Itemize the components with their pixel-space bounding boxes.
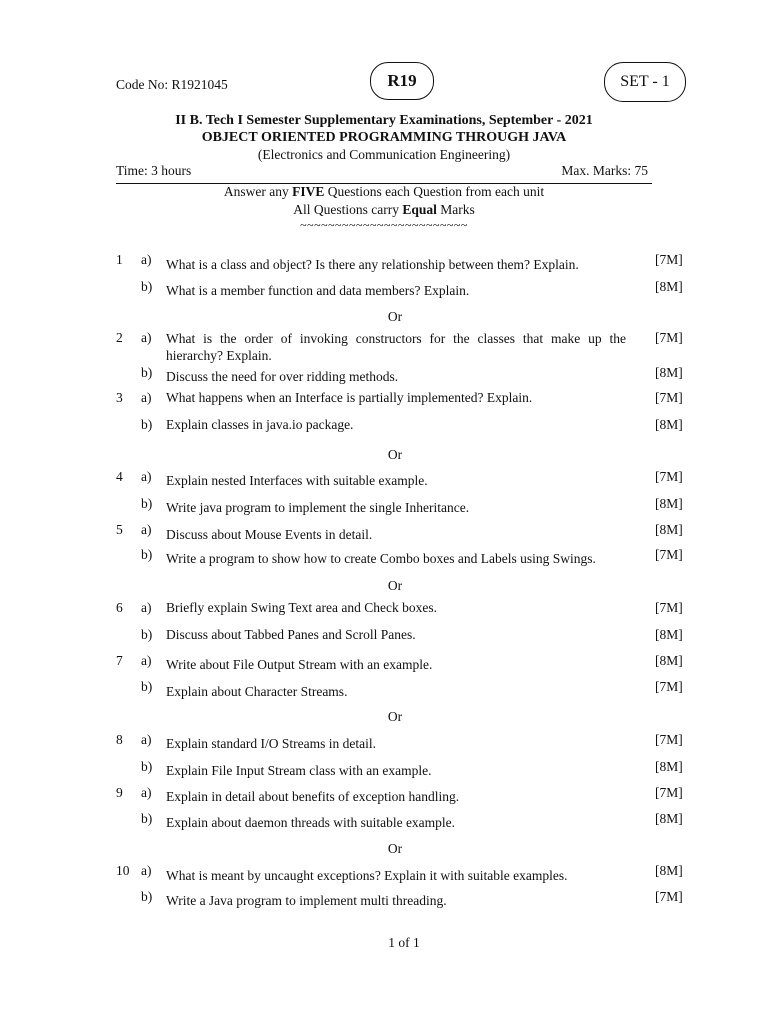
question-marks: [8M] xyxy=(655,653,683,668)
question-text: Explain File Input Stream class with an example. xyxy=(166,763,432,778)
part-label: b) xyxy=(141,627,153,642)
tilde-divider: ~~~~~~~~~~~~~~~~~~~~~~~~ xyxy=(300,218,468,232)
question-marks: [8M] xyxy=(655,496,683,511)
question-marks: [7M] xyxy=(655,390,683,405)
part-label: b) xyxy=(141,547,153,562)
or-separator: Or xyxy=(387,309,403,324)
question-text: Write a program to show how to create Combo boxes and Labels using Swings. xyxy=(166,551,596,566)
or-separator: Or xyxy=(387,841,403,856)
part-label: b) xyxy=(141,496,153,511)
part-label: a) xyxy=(141,732,152,747)
question-text: Explain about daemon threads with suitable example. xyxy=(166,815,456,830)
question-text: Discuss about Tabbed Panes and Scroll Panes. xyxy=(166,627,416,642)
part-label: a) xyxy=(141,785,152,800)
question-marks: [8M] xyxy=(655,365,683,380)
question-number: 7 xyxy=(116,653,123,668)
max-marks: Max. Marks: 75 xyxy=(561,163,648,178)
or-separator: Or xyxy=(387,709,403,724)
question-text: Briefly explain Swing Text area and Check boxes. xyxy=(166,600,437,615)
part-label: b) xyxy=(141,811,153,826)
question-text: Write a Java program to implement multi threading. xyxy=(166,893,447,908)
part-label: a) xyxy=(141,863,152,878)
question-text: Write about File Output Stream with an example. xyxy=(166,657,433,672)
part-label: b) xyxy=(141,279,153,294)
code-number: Code No: R1921045 xyxy=(116,77,228,92)
part-label: b) xyxy=(141,889,153,904)
question-text: What happens when an Interface is partially implemented? Explain. xyxy=(166,390,533,405)
question-marks: [8M] xyxy=(655,417,683,432)
part-label: b) xyxy=(141,365,153,380)
question-text: Discuss about Mouse Events in detail. xyxy=(166,527,373,542)
question-number: 3 xyxy=(116,390,123,405)
question-text: What is meant by uncaught exceptions? Explain it with suitable examples. xyxy=(166,868,568,883)
question-text: Discuss the need for over ridding methods. xyxy=(166,369,399,384)
question-number: 8 xyxy=(116,732,123,747)
or-separator: Or xyxy=(387,447,403,462)
question-number: 2 xyxy=(116,330,123,345)
part-label: a) xyxy=(141,330,152,345)
question-marks: [7M] xyxy=(655,469,683,484)
part-label: a) xyxy=(141,252,152,267)
question-marks: [8M] xyxy=(655,863,683,878)
question-text: Explain about Character Streams. xyxy=(166,684,348,699)
question-marks: [8M] xyxy=(655,627,683,642)
question-marks: [7M] xyxy=(655,547,683,562)
question-text: What is the order of invoking constructors for the classes that make up the hierarchy? Explain. xyxy=(166,331,626,363)
question-marks: [8M] xyxy=(655,522,683,537)
subject-title: OBJECT ORIENTED PROGRAMMING THROUGH JAVA xyxy=(201,130,567,145)
question-text: What is a class and object? Is there any relationship between them? Explain. xyxy=(166,257,579,272)
question-text: Explain standard I/O Streams in detail. xyxy=(166,736,376,751)
question-number: 4 xyxy=(116,469,123,484)
question-marks: [8M] xyxy=(655,279,683,294)
question-marks: [7M] xyxy=(655,330,683,345)
question-marks: [8M] xyxy=(655,759,683,774)
part-label: b) xyxy=(141,759,153,774)
instruction-line-2: All Questions carry Equal Marks xyxy=(293,202,475,217)
question-marks: [7M] xyxy=(655,732,683,747)
question-text: What is a member function and data members? Explain. xyxy=(166,283,470,298)
question-text: Explain in detail about benefits of exception handling. xyxy=(166,789,460,804)
question-text: Write java program to implement the single Inheritance. xyxy=(166,500,470,515)
question-marks: [7M] xyxy=(655,252,683,267)
branch-name: (Electronics and Communication Engineering) xyxy=(257,147,511,162)
question-marks: [7M] xyxy=(655,600,683,615)
part-label: a) xyxy=(141,600,152,615)
regulation-badge: R19 xyxy=(370,62,434,100)
part-label: a) xyxy=(141,390,152,405)
part-label: a) xyxy=(141,469,152,484)
exam-title: II B. Tech I Semester Supplementary Examinations, September - 2021 xyxy=(175,113,593,128)
question-number: 1 xyxy=(116,252,123,267)
page-number: 1 of 1 xyxy=(388,935,420,950)
question-number: 9 xyxy=(116,785,123,800)
question-number: 5 xyxy=(116,522,123,537)
question-marks: [7M] xyxy=(655,679,683,694)
part-label: b) xyxy=(141,679,153,694)
part-label: b) xyxy=(141,417,153,432)
question-marks: [7M] xyxy=(655,785,683,800)
set-badge: SET - 1 xyxy=(604,62,686,102)
question-number: 6 xyxy=(116,600,123,615)
question-number: 10 xyxy=(116,863,130,878)
instruction-line-1: Answer any FIVE Questions each Question from each unit xyxy=(223,184,545,199)
part-label: a) xyxy=(141,522,152,537)
question-text: Explain nested Interfaces with suitable example. xyxy=(166,473,428,488)
exam-time: Time: 3 hours xyxy=(116,163,192,178)
or-separator: Or xyxy=(387,578,403,593)
question-marks: [7M] xyxy=(655,889,683,904)
question-text: Explain classes in java.io package. xyxy=(166,417,354,432)
part-label: a) xyxy=(141,653,152,668)
question-marks: [8M] xyxy=(655,811,683,826)
